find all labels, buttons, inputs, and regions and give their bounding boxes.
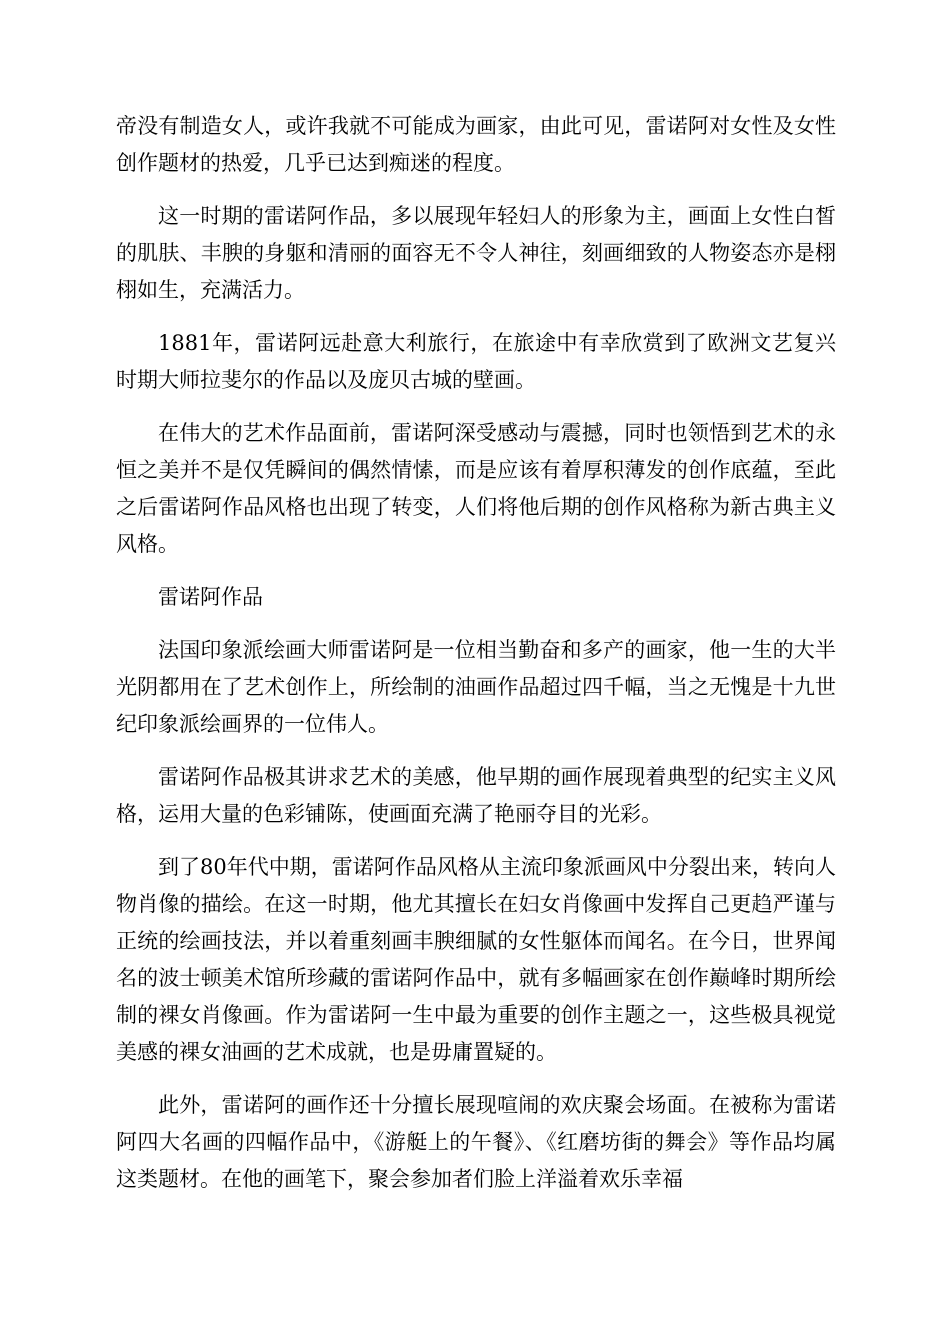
document-body [116,108,836,1214]
section-heading: 雷诺阿作品 [158,585,263,609]
paragraph: 此外，雷诺阿的画作还十分擅长展现喧闹的欢庆聚会场面。在被称为雷诺阿四大名画的四幅作品中，《游艇上的午餐》、《红磨坊街的舞会》等作品均属这类题材。在他的画笔下，聚会参加者们脸上洋溢着欢乐幸福 [116,1093,836,1191]
paragraph: 雷诺阿作品极其讲求艺术的美感，他早期的画作展现着典型的纪实主义风格，运用大量的色彩铺陈，使画面充满了艳丽夺目的光彩。 [116,765,836,826]
paragraph-continuation: 帝没有制造女人，或许我就不可能成为画家，由此可见，雷诺阿对女性及女性创作题材的热爱，几乎已达到痴迷的程度。 [116,114,836,175]
paragraph: 这一时期的雷诺阿作品，多以展现年轻妇人的形象为主，画面上女性白皙的肌肤、丰腴的身躯和清丽的面容无不令人神往，刻画细致的人物姿态亦是栩栩如生，充满活力。 [116,204,836,302]
paragraph: 1881年，雷诺阿远赴意大利旅行，在旅途中有幸欣赏到了欧洲文艺复兴时期大师拉斐尔的作品以及庞贝古城的壁画。 [116,331,836,392]
paragraph: 到了80年代中期，雷诺阿作品风格从主流印象派画风中分裂出来，转向人物肖像的描绘。在这一时期，他尤其擅长在妇女肖像画中发挥自己更趋严谨与正统的绘画技法，并以着重刻画丰腴细腻的女性躯体而闻名。在今日，世界闻名的波士顿美术馆所珍藏的雷诺阿作品中，就有多幅画家在创作巅峰时期所绘制的裸女肖像画。作为雷诺阿一生中最为重要的创作主题之一，这些极具视觉美感的裸女油画的艺术成就，也是毋庸置疑的。 [116,855,836,1064]
paragraph: 法国印象派绘画大师雷诺阿是一位相当勤奋和多产的画家，他一生的大半光阴都用在了艺术创作上，所绘制的油画作品超过四千幅，当之无愧是十九世纪印象派绘画界的一位伟人。 [116,638,836,736]
paragraph: 在伟大的艺术作品面前，雷诺阿深受感动与震撼，同时也领悟到艺术的永恒之美并不是仅凭瞬间的偶然情愫，而是应该有着厚积薄发的创作底蕴，至此之后雷诺阿作品风格也出现了转变，人们将他后期的创作风格称为新古典主义风格。 [116,421,836,556]
